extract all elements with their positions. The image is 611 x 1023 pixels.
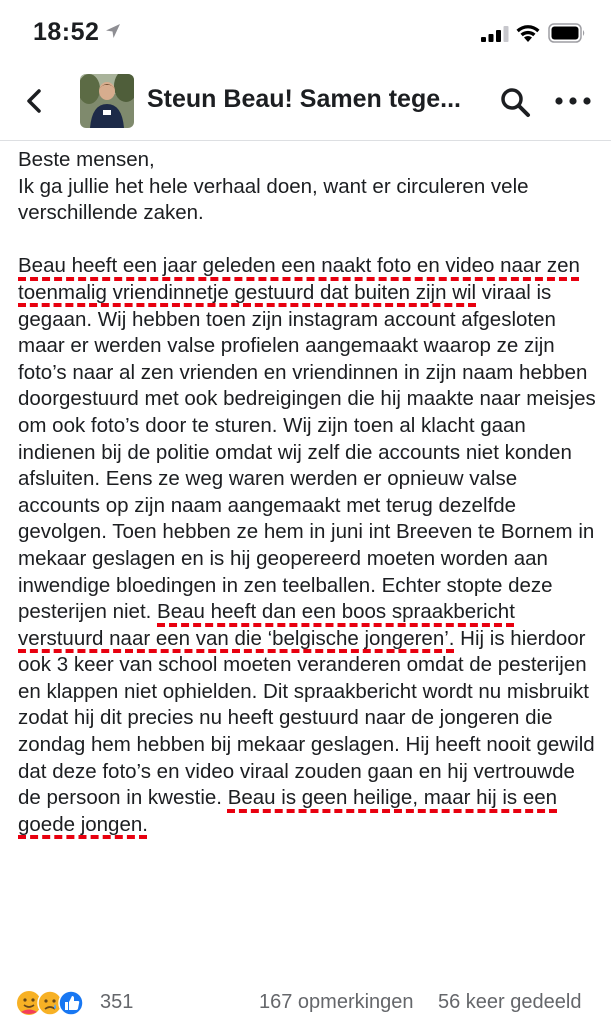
reactions-icons[interactable] <box>16 990 96 1016</box>
reaction-count[interactable]: 351 <box>100 991 134 1013</box>
location-arrow-icon <box>104 22 122 40</box>
wifi-icon <box>515 23 541 43</box>
group-title[interactable]: Steun Beau! Samen tege... <box>147 85 461 113</box>
back-arrow-icon[interactable] <box>22 86 48 116</box>
search-icon[interactable] <box>499 86 531 118</box>
status-bar <box>0 0 611 62</box>
post-text: Hij is hierdoor ook 3 keer van school moeten veranderen omdat de pesterijen en klappen niet ophielden. Dit spraakbericht wordt nu misbruikt zodat hij dit precies nu heeft gestuurd naar de jongeren die zondag hem hebben bij mekaar geslagen. Hij heeft nooit gewild dat deze foto’s en video viraal zouden gaan en hij vertrouwde de persoon in kwestie. <box>18 626 595 810</box>
post-text: viraal is gegaan. Wij hebben toen zijn instagram account afgesloten maar er werden valse profielen aangemaakt waarop ze zijn foto’s naar al zen vrienden en vriendinnen in zijn naam hebben doorgestuurd met ook bedreigingen die hij maakte naar meisjes om ook foto’s door te sturen. Wij zijn toen al klacht gaan indienen bij de politie omdat wij zelf die accounts niet konden afsluiten. Eens ze weg waren werden er opnieuw valse accounts op zijn naam aangemaakt met terug dezelfde gevolgen. Toen hebben ze hem in juni int Breeven te Bornem in mekaar geslagen en is hij geopereerd moeten worden aan inwendige bloedingen in zen teelballen. Echter stopte deze pesterijen niet. <box>18 280 596 624</box>
highlighted-passage: Beau heeft een jaar geleden een naakt foto en video naar zen toenmalig vriendinnetje gestuurd dat buiten zijn wil <box>18 254 580 304</box>
more-options-icon[interactable] <box>553 88 593 114</box>
like-reaction-icon <box>59 991 83 1015</box>
share-count[interactable]: 56 keer gedeeld <box>438 991 582 1013</box>
cellular-signal-icon <box>481 26 509 42</box>
status-time: 18:52 <box>33 18 100 46</box>
group-header <box>0 62 611 141</box>
highlighted-passage: Beau heeft dan een boos spraakbericht verstuurd naar een van die ‘belgische jongeren’. <box>18 600 515 650</box>
post-paragraph-intro <box>18 147 603 227</box>
comment-count[interactable]: 167 opmerkingen <box>259 991 414 1013</box>
group-avatar[interactable] <box>80 74 134 128</box>
battery-icon <box>548 22 586 44</box>
post-greeting: Beste mensen, <box>18 148 155 171</box>
post-footer <box>0 985 611 1023</box>
highlighted-passage: Beau is geen heilige, maar hij is een goede jongen. <box>18 786 558 836</box>
post-paragraph-story <box>18 253 603 838</box>
post-intro-line: Ik ga jullie het hele verhaal doen, want er circuleren vele verschillende zaken. <box>18 174 529 225</box>
post-body <box>18 147 603 838</box>
